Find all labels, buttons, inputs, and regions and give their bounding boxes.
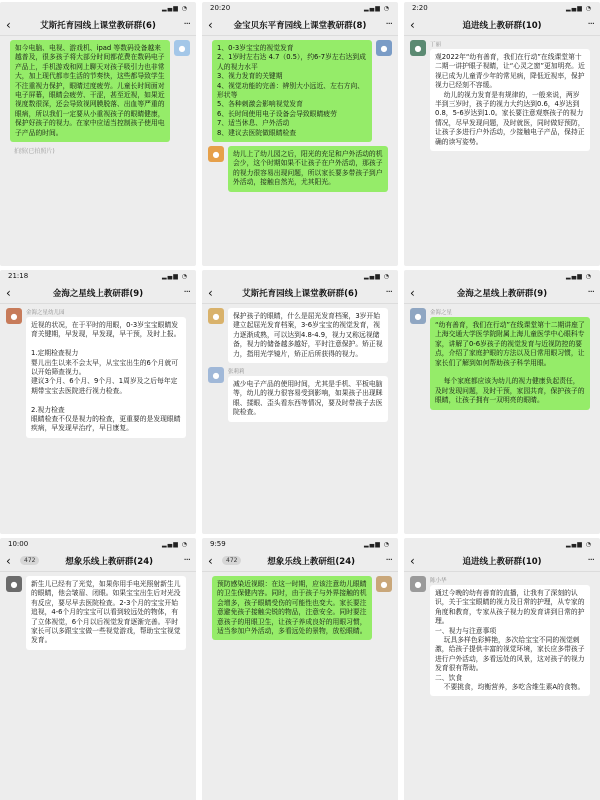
- chat-header: [202, 550, 398, 572]
- message-row: [410, 308, 594, 410]
- message-list[interactable]: [0, 304, 196, 446]
- sender-name: 金海之星幼儿园: [26, 310, 65, 316]
- message-bubble[interactable]: 减少电子产品的使用时间，尤其是手机、平板电脑等，幼儿的视力很容易受到影响，如果孩子出现眯眼、揉眼、歪头看东西等情况，要及时带孩子去医院检查。: [228, 376, 388, 422]
- chat-title: 艾斯托育园线上课堂教研群(6): [40, 20, 156, 31]
- message-bubble[interactable]: 近视的状况，在于平时的用眼，0-3岁宝宝眼睛发育关键期，早发现，早发现，早干预，及时上报。 1.定期检查视力 婴儿出生以来不会太早，从宝宝出生的6个月就可以开始筛查视力。 建议3个月、6个月、9个月、1周岁及之后每年定期带宝宝去医院进行视力检查。 2.视力检查 眼睛检查不仅是视力的检查，更重要的是发现眼睛疾病，早发现早治疗，早日康复。: [26, 317, 186, 438]
- message-bubble[interactable]: “幼有善育，我们在行动”在线课堂第十二期讲座了上海交通大学医学院附属上海儿童医学中心眼科专家，讲解了0-6岁孩子的视觉发育与近视防控的要点，介绍了家庭护眼的方法以及日常用眼习惯，让家长们了解到如何帮助孩子科学用眼。 每个家庭都应该为幼儿的视力健康负起责任，及时发现问题，及时干预，家园共育，保护孩子的眼睛，让孩子拥有一双明亮的眼睛。: [430, 317, 590, 410]
- person-icon: ●: [178, 43, 186, 53]
- person-icon: ●: [414, 43, 422, 53]
- chat-panel-3: [404, 2, 600, 266]
- chat-panel-5: [202, 270, 398, 534]
- message-list[interactable]: [404, 304, 600, 418]
- status-bar: [202, 538, 398, 550]
- status-time: 20:20: [210, 4, 231, 12]
- chat-header: [202, 14, 398, 36]
- sender-name: 金海之星: [430, 310, 453, 316]
- message-row: [6, 308, 190, 438]
- message-body: [26, 576, 186, 650]
- message-row: [208, 576, 392, 640]
- more-options-icon[interactable]: ···: [183, 19, 190, 30]
- avatar[interactable]: [410, 308, 426, 324]
- avatar[interactable]: [410, 576, 426, 592]
- more-options-icon[interactable]: ···: [183, 555, 190, 566]
- back-arrow-icon[interactable]: ‹: [6, 553, 11, 568]
- chat-title: 追进线上教研群(10): [462, 556, 542, 567]
- chat-title: 金海之星线上教研群(9): [456, 288, 548, 299]
- person-icon: ●: [212, 370, 220, 380]
- message-list[interactable]: [404, 36, 600, 159]
- signal-icon: ▂▄▆ ◔: [566, 540, 592, 548]
- chat-title: 金海之星线上教研群(9): [52, 288, 144, 299]
- status-bar: [404, 270, 600, 282]
- back-arrow-icon[interactable]: ‹: [208, 553, 213, 568]
- person-icon: ●: [380, 579, 388, 589]
- status-time: 2:20: [412, 4, 428, 12]
- chat-panel-6: [404, 270, 600, 534]
- chat-panel-9: [404, 538, 600, 800]
- back-arrow-icon[interactable]: ‹: [410, 17, 415, 32]
- more-options-icon[interactable]: ···: [385, 19, 392, 30]
- sender-name: 丁丽: [430, 42, 442, 48]
- unread-count-badge[interactable]: 472: [222, 556, 241, 565]
- chat-title: 追进线上教研群(10): [462, 20, 542, 31]
- signal-icon: ▂▄▆ ◔: [364, 540, 390, 548]
- message-row: [208, 367, 392, 422]
- chat-title: 金宝贝东平育园线上课堂教研群(8): [233, 20, 367, 31]
- more-options-icon[interactable]: ···: [587, 287, 594, 298]
- chat-title: 想象乐线上教研群(24): [65, 556, 154, 567]
- message-list[interactable]: [404, 572, 600, 704]
- person-icon: ●: [212, 149, 220, 159]
- status-bar: [404, 2, 600, 14]
- sender-name: 陈小华: [430, 578, 447, 584]
- person-icon: ●: [10, 579, 18, 589]
- chat-header: [0, 550, 196, 572]
- message-bubble[interactable]: 观2022年“幼有善育，我们在行动”在线课堂第十二期一讲护眼子视睛，让“心灵之窗”更加明亮。近视已成为儿童青少年的常见病，降低近视率，保护视力已经刻不容缓。 幼儿的视力发育是有规律的，一般来说，两岁半到三岁时，孩子的视力大约达到0.6，4岁达到0.8，5-6岁达到1.0。家长要注意观察孩子的视力情况，尽早发现问题，及时就医，同时做好预防，让孩子多进行户外活动，少接触电子产品，保持正确的读写姿势。: [430, 49, 590, 151]
- person-icon: ●: [212, 311, 220, 321]
- message-body: [228, 146, 388, 192]
- message-row: [6, 40, 190, 142]
- chat-panel-4: [0, 270, 196, 534]
- back-arrow-icon[interactable]: ‹: [208, 17, 213, 32]
- status-bar: [0, 538, 196, 550]
- status-bar: [0, 2, 196, 14]
- back-arrow-icon[interactable]: ‹: [410, 285, 415, 300]
- message-body: [430, 308, 590, 410]
- signal-icon: ▂▄▆ ◔: [162, 272, 188, 280]
- unread-count-badge[interactable]: 472: [20, 556, 39, 565]
- signal-icon: ▂▄▆ ◔: [364, 4, 390, 12]
- chat-header: [202, 282, 398, 304]
- chat-panel-7: [0, 538, 196, 800]
- message-row: [208, 40, 392, 142]
- more-options-icon[interactable]: ···: [587, 19, 594, 30]
- message-row: [410, 576, 594, 696]
- message-row: [208, 308, 392, 363]
- status-bar: [404, 538, 600, 550]
- message-bubble[interactable]: 保护孩子的眼睛，什么是屈光发育档案，3岁开始建立起屈光发育档案，3-6岁宝宝的视觉发育，视力逐渐成熟，可以达到4.8-4.9，视力又称远视储备，视力的储备越多越好，平时注意保护。矫正视力，指用光学镜片，矫正后所获得的视力。: [228, 308, 388, 363]
- status-bar: [0, 270, 196, 282]
- signal-icon: ▂▄▆ ◔: [566, 272, 592, 280]
- message-body: [212, 40, 372, 142]
- chat-header: [404, 14, 600, 36]
- avatar[interactable]: [6, 308, 22, 324]
- chat-panel-8: [202, 538, 398, 800]
- chat-panel-2: [202, 2, 398, 266]
- status-time: 10:00: [8, 540, 29, 548]
- message-bubble[interactable]: 预防感染近视眼：在这一时期，应该注意幼儿眼睛的卫生保健内容。同时，由于孩子与外界接触的机会增多，孩子眼睛受伤的可能性也变大。家长要注意避免孩子接触尖锐的物品，注意安全。同时要注意孩子的用眼卫生，让孩子养成良好的用眼习惯，适当参加户外活动，多看远处的景物，放松眼睛。: [212, 576, 372, 640]
- avatar[interactable]: [208, 308, 224, 324]
- chat-title: 想象乐线上教研组(24): [267, 556, 356, 567]
- back-arrow-icon[interactable]: ‹: [6, 285, 11, 300]
- status-time: 9:59: [210, 540, 226, 548]
- back-arrow-icon[interactable]: ‹: [6, 17, 11, 32]
- back-arrow-icon[interactable]: ‹: [208, 285, 213, 300]
- signal-icon: ▂▄▆ ◔: [162, 4, 188, 12]
- message-bubble[interactable]: 幼儿上了幼儿园之后，阳光的充足和户外活动的机会少，这个时期如果不让孩子在户外活动，那孩子的视力很容易出现问题，所以家长要多带孩子到户外活动，接触自然光，尤其阳光。: [228, 146, 388, 192]
- message-body: [26, 308, 186, 438]
- avatar[interactable]: [208, 367, 224, 383]
- chat-header: [404, 550, 600, 572]
- message-row: [6, 576, 190, 650]
- message-list[interactable]: [0, 572, 196, 658]
- message-body: [430, 576, 590, 696]
- more-options-icon[interactable]: ···: [587, 555, 594, 566]
- message-list[interactable]: [202, 36, 398, 200]
- more-options-icon[interactable]: ···: [183, 287, 190, 298]
- chat-header: [404, 282, 600, 304]
- message-body: [212, 576, 372, 640]
- back-arrow-icon[interactable]: ‹: [410, 553, 415, 568]
- signal-icon: ▂▄▆ ◔: [566, 4, 592, 12]
- person-icon: ●: [414, 311, 422, 321]
- message-bubble[interactable]: 1、0-3岁宝宝的视觉发育 2、1岁时左右达 4.7（0.5），约6-7岁左右达到成人的视力水平 3、视力发育的关键期 4、视觉功能的完善：辨别大小远近、左右方向、形状等 5、各种刺激会影响视觉发育 6、长时间使用电子设备会导致眼睛疲劳 7、适当休息、户外活动 8、建议去医院做眼睛检查: [212, 40, 372, 142]
- message-row: [410, 40, 594, 151]
- sender-name: 张莉莉: [228, 369, 245, 376]
- message-bubble[interactable]: 通过今晚的幼有善育的直播，让我有了深刻的认识，关于宝宝眼睛的视力及日常的护理，从专家的角度和教育，专家从孩子视力的发育讲到日常的护理。 一、视力与注意事项 玩具多样色彩鲜艳，多次给宝宝不同的视觉刺激，给孩子提供丰富的视觉环境，家长应多带孩子进行户外活动，多看远处的风景，这对孩子的视力发育很有帮助。 二、饮食 不要挑食，均衡营养，多吃含维生素A的食物。: [430, 585, 590, 696]
- person-icon: ●: [414, 579, 422, 589]
- status-bar: [202, 2, 398, 14]
- avatar[interactable]: [410, 40, 426, 56]
- message-row: [208, 146, 392, 192]
- chat-footer-text: 拍照(已拍照片): [14, 148, 55, 156]
- avatar[interactable]: [376, 40, 392, 56]
- signal-icon: ▂▄▆ ◔: [162, 540, 188, 548]
- chat-header: [0, 282, 196, 304]
- chat-panel-1: [0, 2, 196, 266]
- message-bubble[interactable]: 新生儿已经有了光觉，如果你用手电光照射新生儿的眼睛，他会皱眉、闭眼。如果宝宝出生后对光没有反应，要尽早去医院检查。2-3个月的宝宝开始追视，4-6个月的宝宝可以看到较远处的物体，有了立体视觉，6个月以后视觉发育逐渐完善。平时家长可以多跟宝宝做一些视觉游戏，帮助宝宝视觉发育。: [26, 576, 186, 650]
- avatar[interactable]: [6, 576, 22, 592]
- avatar[interactable]: [174, 40, 190, 56]
- more-options-icon[interactable]: ···: [385, 287, 392, 298]
- message-body: [228, 308, 388, 363]
- chat-header: [0, 14, 196, 36]
- message-body: [10, 40, 170, 142]
- avatar[interactable]: [376, 576, 392, 592]
- chat-title: 艾斯托育园线上课堂教研群(6): [242, 288, 358, 299]
- message-body: [228, 367, 388, 422]
- message-list[interactable]: [202, 304, 398, 430]
- status-time: 21:18: [8, 272, 29, 280]
- signal-icon: ▂▄▆ ◔: [364, 272, 390, 280]
- avatar[interactable]: [208, 146, 224, 162]
- message-body: [430, 40, 590, 151]
- message-list[interactable]: [0, 36, 196, 159]
- message-list[interactable]: [202, 572, 398, 648]
- status-bar: [202, 270, 398, 282]
- person-icon: ●: [380, 43, 388, 53]
- person-icon: ●: [10, 311, 18, 321]
- more-options-icon[interactable]: ···: [385, 555, 392, 566]
- message-bubble[interactable]: 如今电脑、电视、游戏机、ipad 等数码设备越来越普及，很多孩子将大部分时间都花费在数码电子产品上，手机游戏和网上聊天对孩子吸引力也非常大，加上现代都市生活的节奏快，这些都导致学生不注重视力保护，眼睛过度疲劳。儿童长时间面对电子屏幕，眼睛会疲劳、干涩，甚至近视，如果近视度数很深，还会导致视网膜脱落、出血等严重的眼病，所以我们一定要从小重视孩子的眼睛健康，保护好孩子的视力。在家中应适当控制孩子使用电子产品的时间。: [10, 40, 170, 142]
